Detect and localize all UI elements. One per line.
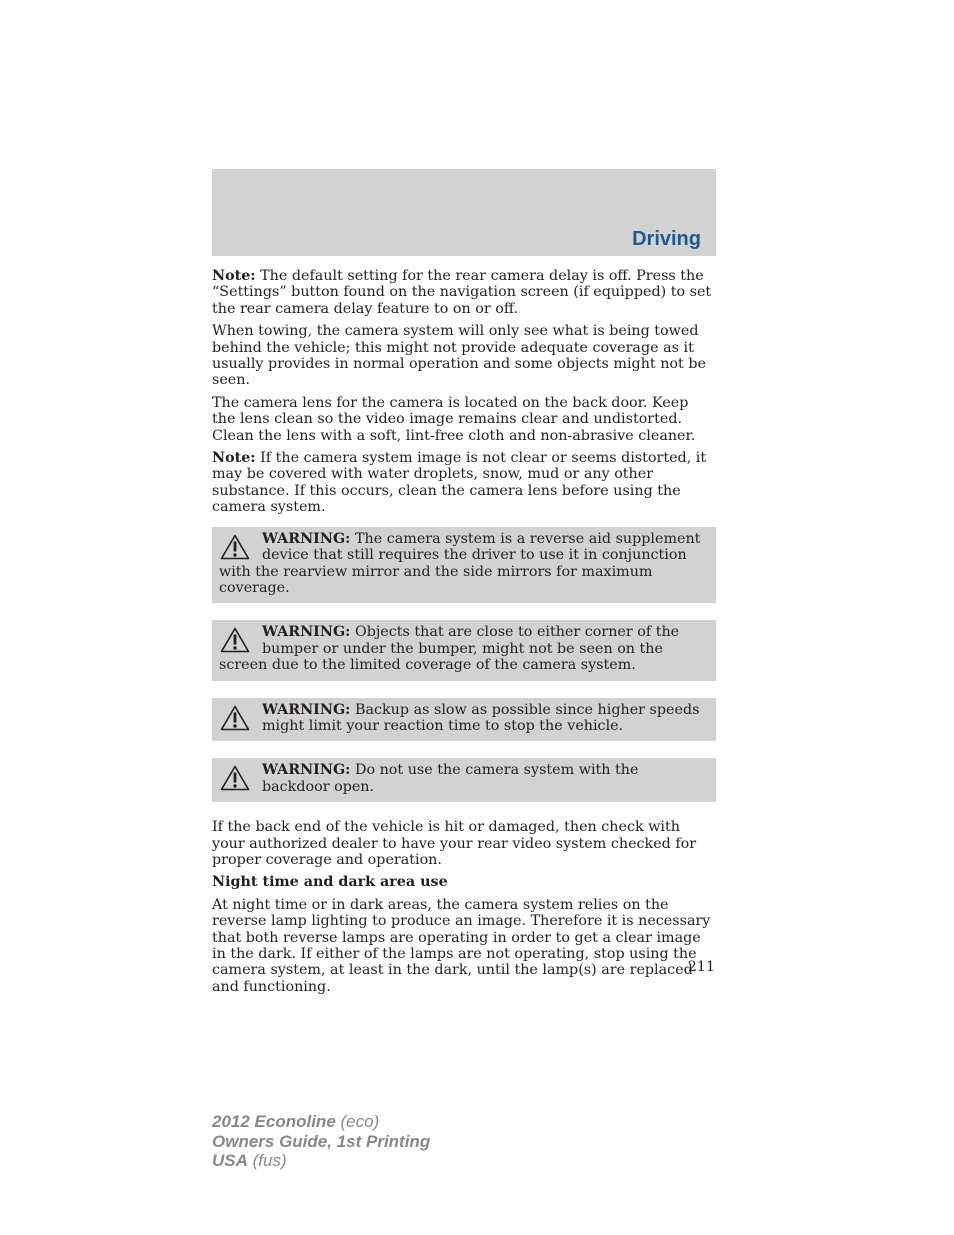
warning-text bbox=[219, 702, 708, 735]
warning-label: WARNING: bbox=[262, 624, 351, 641]
paragraph-damage-check: If the back end of the vehicle is hit or damaged, then check with your authorized dealer to have your rear video system checked for proper coverage and operation. bbox=[212, 819, 697, 868]
paragraph-text: When towing, the camera system will only see what is being towed behind the vehicle; this might not provide adequate coverage as it usually provides in normal operation and some objects might not be seen. bbox=[212, 323, 706, 389]
warning-body: The camera system is a reverse aid supplement device that still requires the driver to use it in conjunction with the rearview mirror and the side mirrors for maximum coverage. bbox=[219, 530, 701, 596]
warning-triangle-icon bbox=[220, 627, 250, 653]
footer-line-guide: Owners Guide, 1st Printing bbox=[212, 1131, 431, 1151]
warning-triangle-icon bbox=[220, 534, 250, 560]
section-header-bar bbox=[212, 169, 716, 256]
warning-triangle-icon bbox=[220, 705, 250, 731]
warning-label: WARNING: bbox=[262, 530, 351, 547]
paragraph-camera-lens bbox=[212, 395, 716, 444]
page-content bbox=[212, 268, 716, 1001]
paragraph-towing bbox=[212, 323, 716, 389]
warning-text bbox=[219, 531, 708, 597]
warning-box-backup-slow bbox=[212, 698, 716, 742]
subheading-night-time: Night time and dark area use bbox=[212, 874, 448, 891]
warning-text bbox=[219, 762, 708, 795]
paragraph-night-time: At night time or in dark areas, the camera system relies on the reverse lamp lighting to produce an image. Therefore it is necessary that both reverse lamps are operating in order to get a clear image in the dark. If either of the lamps are not operating, stop using the camera system, at least in the dark, until the lamp(s) are replaced and functioning. bbox=[212, 896, 711, 995]
footer-publication-info bbox=[212, 1112, 430, 1171]
warning-box-backdoor-open bbox=[212, 758, 716, 802]
note-label: Note: bbox=[212, 450, 256, 467]
warning-box-reverse-aid bbox=[212, 527, 716, 604]
warning-body: Do not use the camera system with the backdoor open. bbox=[262, 762, 639, 795]
note-label: Note: bbox=[212, 268, 256, 284]
warning-text bbox=[219, 624, 708, 673]
warning-label: WARNING: bbox=[262, 762, 351, 779]
paragraph-note-camera-delay bbox=[212, 268, 716, 317]
footer-line-region: USA (fus) bbox=[212, 1151, 287, 1170]
warning-triangle-icon bbox=[220, 765, 250, 791]
warning-body: Backup as slow as possible since higher speeds might limit your reaction time to stop the vehicle. bbox=[262, 701, 700, 734]
warning-body: Objects that are close to either corner of the bumper or under the bumper, might not be seen on the screen due to the limited coverage of the camera system. bbox=[219, 624, 680, 674]
page-number: 211 bbox=[687, 959, 715, 975]
paragraph-text: If the camera system image is not clear or seems distorted, it may be covered with water droplets, snow, mud or any other substance. If this occurs, clean the camera lens before using the camera system. bbox=[212, 450, 707, 516]
warning-box-bumper-corners bbox=[212, 620, 716, 680]
paragraph-text: The camera lens for the camera is located on the back door. Keep the lens clean so the video image remains clear and undistorted. Clean the lens with a soft, lint-free cloth and non-abrasive cleaner. bbox=[212, 394, 696, 444]
section-title: Driving bbox=[632, 228, 701, 250]
footer-line-model: 2012 Econoline (eco) bbox=[212, 1112, 380, 1131]
warning-label: WARNING: bbox=[262, 701, 351, 718]
paragraph-text: The default setting for the rear camera delay is off. Press the “Settings” button found on the navigation screen (if equipped) to set the rear camera delay feature to on or off. bbox=[212, 268, 712, 317]
paragraph-note-image bbox=[212, 450, 716, 516]
